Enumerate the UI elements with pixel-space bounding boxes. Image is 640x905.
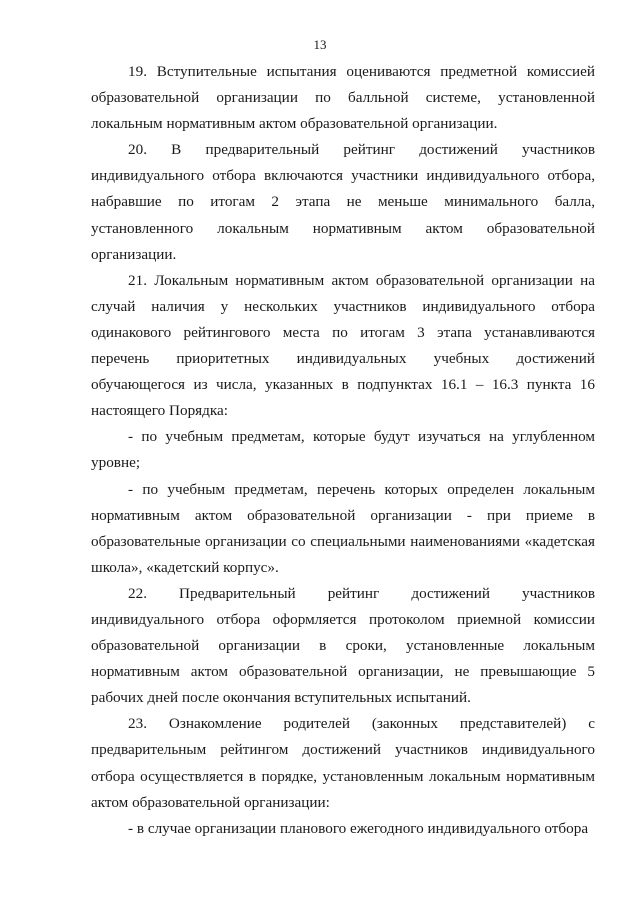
list-item-subjects-cadet: - по учебным предметам, перечень которых определен локальным нормативным актом образовательной организации - при приеме в образовательные организации со специальными наименованиями «кадетская школа», «кадетский корпус». bbox=[91, 480, 595, 576]
paragraph-23: 23. Ознакомление родителей (законных представителей) с предварительным рейтингом достижений участников индивидуального отбора осуществляется в порядке, установленным локальным нормативным актом образовательной организации: bbox=[91, 715, 595, 811]
list-item-subjects-advanced: - по учебным предметам, которые будут изучаться на углубленном уровне; bbox=[91, 428, 595, 472]
paragraph-22: 22. Предварительный рейтинг достижений участников индивидуального отбора оформляется протоколом приемной комиссии образовательной организации в сроки, установленные локальным нормативным актом образовательной организации, не превышающие 5 рабочих дней после окончания вступительных испытаний. bbox=[91, 584, 595, 707]
page-number: 13 bbox=[313, 37, 327, 52]
list-item-planned-selection: - в случае организации планового ежегодного индивидуального отбора bbox=[128, 819, 589, 837]
paragraph-20: 20. В предварительный рейтинг достижений участников индивидуального отбора включаются участники индивидуального отбора, набравшие по итогам 2 этапа не меньше минимального балла, установленного локальным нормативным актом образовательной организации. bbox=[91, 141, 595, 263]
document-body bbox=[91, 59, 595, 842]
paragraph-19: 19. Вступительные испытания оцениваются предметной комиссией образовательной организации по балльной системе, установленной локальным нормативным актом образовательной организации. bbox=[91, 63, 595, 133]
paragraph-21: 21. Локальным нормативным актом образовательной организации на случай наличия у нескольких участников индивидуального отбора одинакового рейтингового места по итогам 3 этапа устанавливаются перечень приоритетных индивидуальных учебных достижений обучающегося из числа, указанных в подпунктах 16.1 – 16.3 пункта 16 настоящего Порядка: bbox=[91, 271, 595, 420]
